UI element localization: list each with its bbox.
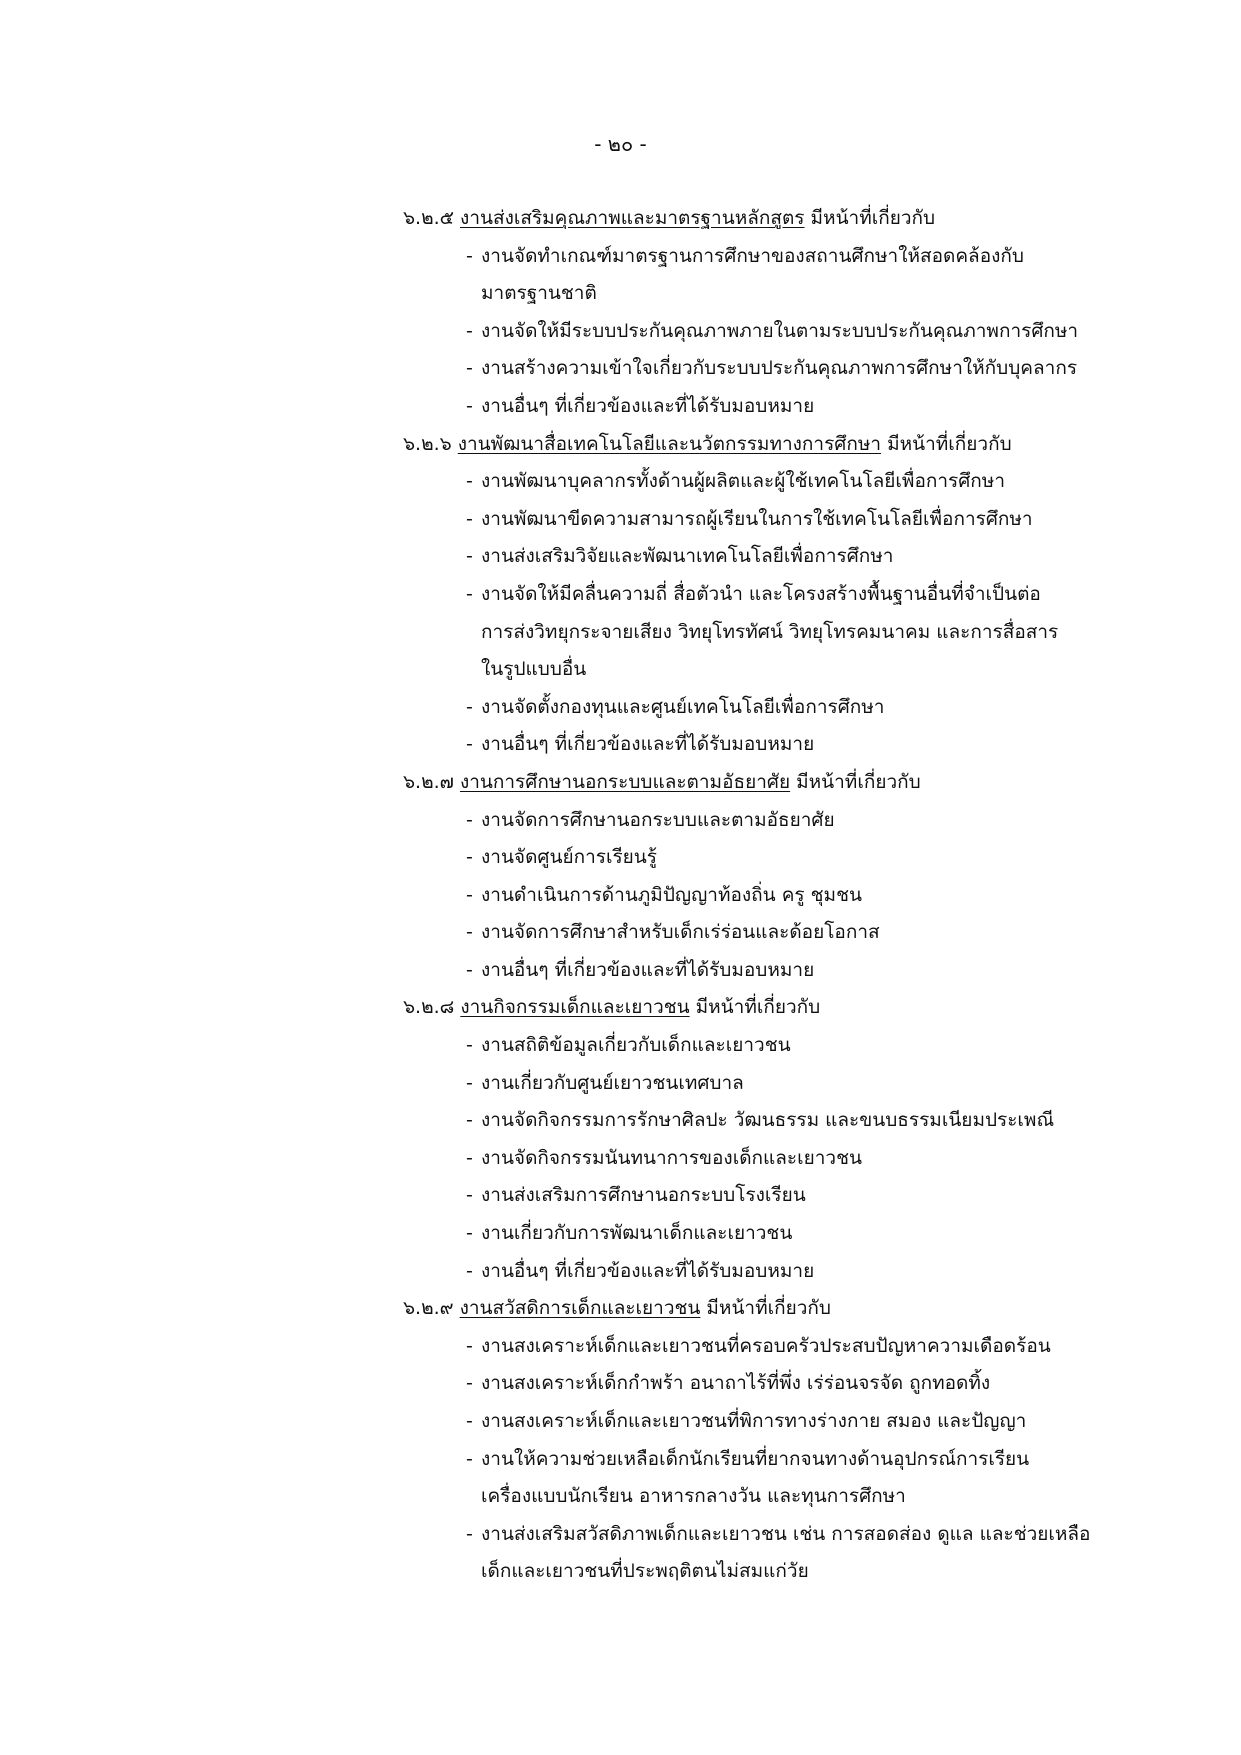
list-item-text: งานจัดให้มีระบบประกันคุณภาพภายในตามระบบประกันคุณภาพการศึกษา [481, 319, 1079, 342]
section-heading [0, 1290, 1241, 1328]
list-item-text: งานพัฒนาบุคลากรทั้งด้านผู้ผลิตและผู้ใช้เทคโนโลยีเพื่อการศึกษา [481, 470, 1005, 493]
bullet-dash: - [466, 1034, 473, 1057]
list-item [0, 1328, 1241, 1366]
list-item-continuation: เด็กและเยาวชนที่ประพฤติตนไม่สมแก่วัย [481, 1560, 809, 1583]
list-item [0, 1065, 1241, 1103]
list-item-text: งานอื่นๆ ที่เกี่ยวข้องและที่ได้รับมอบหมาย [481, 394, 815, 417]
bullet-dash: - [466, 846, 473, 869]
section-title: งานส่งเสริมคุณภาพและมาตรฐานหลักสูตร [460, 207, 805, 229]
bullet-dash: - [466, 1071, 473, 1094]
bullet-dash: - [466, 507, 473, 530]
section-heading [0, 989, 1241, 1027]
list-item [0, 576, 1241, 614]
list-item [0, 914, 1241, 952]
bullet-dash: - [466, 1184, 473, 1207]
list-item [0, 501, 1241, 539]
section-number: ๖.๒.๙ [403, 1297, 454, 1320]
list-item [0, 839, 1241, 877]
list-item [0, 802, 1241, 840]
section-number: ๖.๒.๗ [403, 770, 454, 793]
list-item-text: งานสงเคราะห์เด็กกำพร้า อนาถาไร้ที่พึ่ง เร่ร่อนจรจัด ถูกทอดทิ้ง [481, 1372, 991, 1395]
bullet-dash: - [466, 545, 473, 568]
bullet-dash: - [466, 883, 473, 906]
bullet-dash: - [466, 1372, 473, 1395]
list-item [0, 350, 1241, 388]
list-item-text: งานสงเคราะห์เด็กและเยาวชนที่พิการทางร่างกาย สมอง และปัญญา [481, 1410, 1027, 1432]
list-item-continuation: ในรูปแบบอื่น [481, 658, 587, 681]
list-item-text: งานส่งเสริมวิจัยและพัฒนาเทคโนโลยีเพื่อการศึกษา [481, 545, 894, 568]
section-heading [0, 200, 1241, 238]
list-item-text: งานสถิติข้อมูลเกี่ยวกับเด็กและเยาวชน [481, 1034, 791, 1057]
bullet-dash: - [466, 582, 473, 605]
list-item-text: งานพัฒนาขีดความสามารถผู้เรียนในการใช้เทคโนโลยีเพื่อการศึกษา [481, 507, 1033, 530]
list-item [0, 538, 1241, 576]
list-item-continuation: เครื่องแบบนักเรียน อาหารกลางวัน และทุนการศึกษา [481, 1485, 906, 1508]
list-item [0, 1140, 1241, 1178]
bullet-dash: - [466, 1410, 473, 1432]
list-item [0, 1403, 1241, 1441]
list-item [0, 463, 1241, 501]
bullet-dash: - [466, 357, 473, 380]
list-item-text: งานดำเนินการด้านภูมิปัญญาท้องถิ่น ครู ชุมชน [481, 883, 862, 906]
list-item-continuation: มาตรฐานชาติ [481, 282, 597, 305]
list-item [0, 1253, 1241, 1291]
list-item-text: งานจัดตั้งกองทุนและศูนย์เทคโนโลยีเพื่อการศึกษา [481, 695, 885, 718]
list-item-text: งานจัดกิจกรรมนันทนาการของเด็กและเยาวชน [481, 1146, 862, 1169]
list-item-text: งานส่งเสริมสวัสดิภาพเด็กและเยาวชน เช่น การสอดส่อง ดูแล และช่วยเหลือ [481, 1522, 1091, 1545]
document-body [0, 200, 1241, 1591]
bullet-dash: - [466, 921, 473, 944]
list-item-text: งานจัดให้มีคลื่นความถี่ สื่อตัวนำ และโครงสร้างพื้นฐานอื่นที่จำเป็นต่อ [481, 582, 1041, 605]
bullet-dash: - [466, 1522, 473, 1545]
section-suffix: มีหน้าที่เกี่ยวกับ [796, 770, 921, 793]
list-item [0, 877, 1241, 915]
bullet-dash: - [466, 470, 473, 493]
bullet-dash: - [466, 1146, 473, 1169]
section-title: งานการศึกษานอกระบบและตามอัธยาศัย [459, 770, 791, 793]
list-item-text: งานจัดการศึกษาสำหรับเด็กเร่ร่อนและด้อยโอกาส [481, 921, 880, 944]
list-item [0, 1441, 1241, 1479]
section-title: งานสวัสดิการเด็กและเยาวชน [459, 1297, 701, 1320]
list-item-text: งานเกี่ยวกับศูนย์เยาวชนเทศบาล [481, 1071, 744, 1094]
list-item-text: งานอื่นๆ ที่เกี่ยวข้องและที่ได้รับมอบหมาย [481, 1259, 815, 1282]
list-item [0, 1516, 1241, 1554]
section-number: ๖.๒.๖ [403, 432, 452, 455]
section-suffix: มีหน้าที่เกี่ยวกับ [887, 432, 1012, 455]
bullet-dash: - [466, 1222, 473, 1245]
list-item [0, 1027, 1241, 1065]
list-item-text: งานอื่นๆ ที่เกี่ยวข้องและที่ได้รับมอบหมาย [481, 733, 815, 756]
list-item-text: งานจัดการศึกษานอกระบบและตามอัธยาศัย [481, 808, 835, 831]
section-title: งานพัฒนาสื่อเทคโนโลยีและนวัตกรรมทางการศึกษา [457, 432, 882, 455]
list-item-text: งานสงเคราะห์เด็กและเยาวชนที่ครอบครัวประสบปัญหาความเดือดร้อน [481, 1334, 1051, 1357]
bullet-dash: - [466, 244, 473, 267]
section-heading [0, 426, 1241, 464]
list-item-text: งานจัดทำเกณฑ์มาตรฐานการศึกษาของสถานศึกษาให้สอดคล้องกับ [481, 244, 1024, 267]
page-number: - ๒๐ - [594, 132, 647, 156]
list-item [0, 689, 1241, 727]
section-suffix: มีหน้าที่เกี่ยวกับ [810, 207, 936, 229]
bullet-dash: - [466, 394, 473, 417]
list-item [0, 1177, 1241, 1215]
bullet-dash: - [466, 1259, 473, 1282]
list-item-text: งานเกี่ยวกับการพัฒนาเด็กและเยาวชน [481, 1222, 793, 1245]
bullet-dash: - [466, 808, 473, 831]
list-item [0, 1365, 1241, 1403]
list-item-text: งานสร้างความเข้าใจเกี่ยวกับระบบประกันคุณภาพการศึกษาให้กับบุคลากร [481, 357, 1078, 380]
section-suffix: มีหน้าที่เกี่ยวกับ [695, 996, 821, 1019]
list-item [0, 1215, 1241, 1253]
list-item-text: งานจัดศูนย์การเรียนรู้ [481, 846, 657, 869]
bullet-dash: - [466, 319, 473, 342]
bullet-dash: - [466, 958, 473, 981]
section-suffix: มีหน้าที่เกี่ยวกับ [706, 1297, 831, 1320]
list-item-text: งานให้ความช่วยเหลือเด็กนักเรียนที่ยากจนทางด้านอุปกรณ์การเรียน [481, 1447, 1030, 1470]
list-item [0, 1102, 1241, 1140]
bullet-dash: - [466, 1334, 473, 1357]
list-item [0, 726, 1241, 764]
list-item [0, 238, 1241, 276]
list-item [0, 388, 1241, 426]
section-number: ๖.๒.๘ [403, 996, 455, 1019]
list-item [0, 313, 1241, 351]
bullet-dash: - [466, 733, 473, 756]
list-item-text: งานอื่นๆ ที่เกี่ยวข้องและที่ได้รับมอบหมาย [481, 958, 815, 981]
bullet-dash: - [466, 695, 473, 718]
list-item-text: งานจัดกิจกรรมการรักษาศิลปะ วัฒนธรรม และขนบธรรมเนียมประเพณี [481, 1109, 1055, 1132]
section-title: งานกิจกรรมเด็กและเยาวชน [460, 996, 690, 1019]
list-item-text: งานส่งเสริมการศึกษานอกระบบโรงเรียน [481, 1184, 806, 1207]
list-item [0, 952, 1241, 990]
bullet-dash: - [466, 1109, 473, 1132]
section-heading [0, 764, 1241, 802]
section-number: ๖.๒.๕ [403, 207, 455, 229]
bullet-dash: - [466, 1447, 473, 1470]
list-item-continuation: การส่งวิทยุกระจายเสียง วิทยุโทรทัศน์ วิทยุโทรคมนาคม และการสื่อสาร [481, 620, 1059, 643]
